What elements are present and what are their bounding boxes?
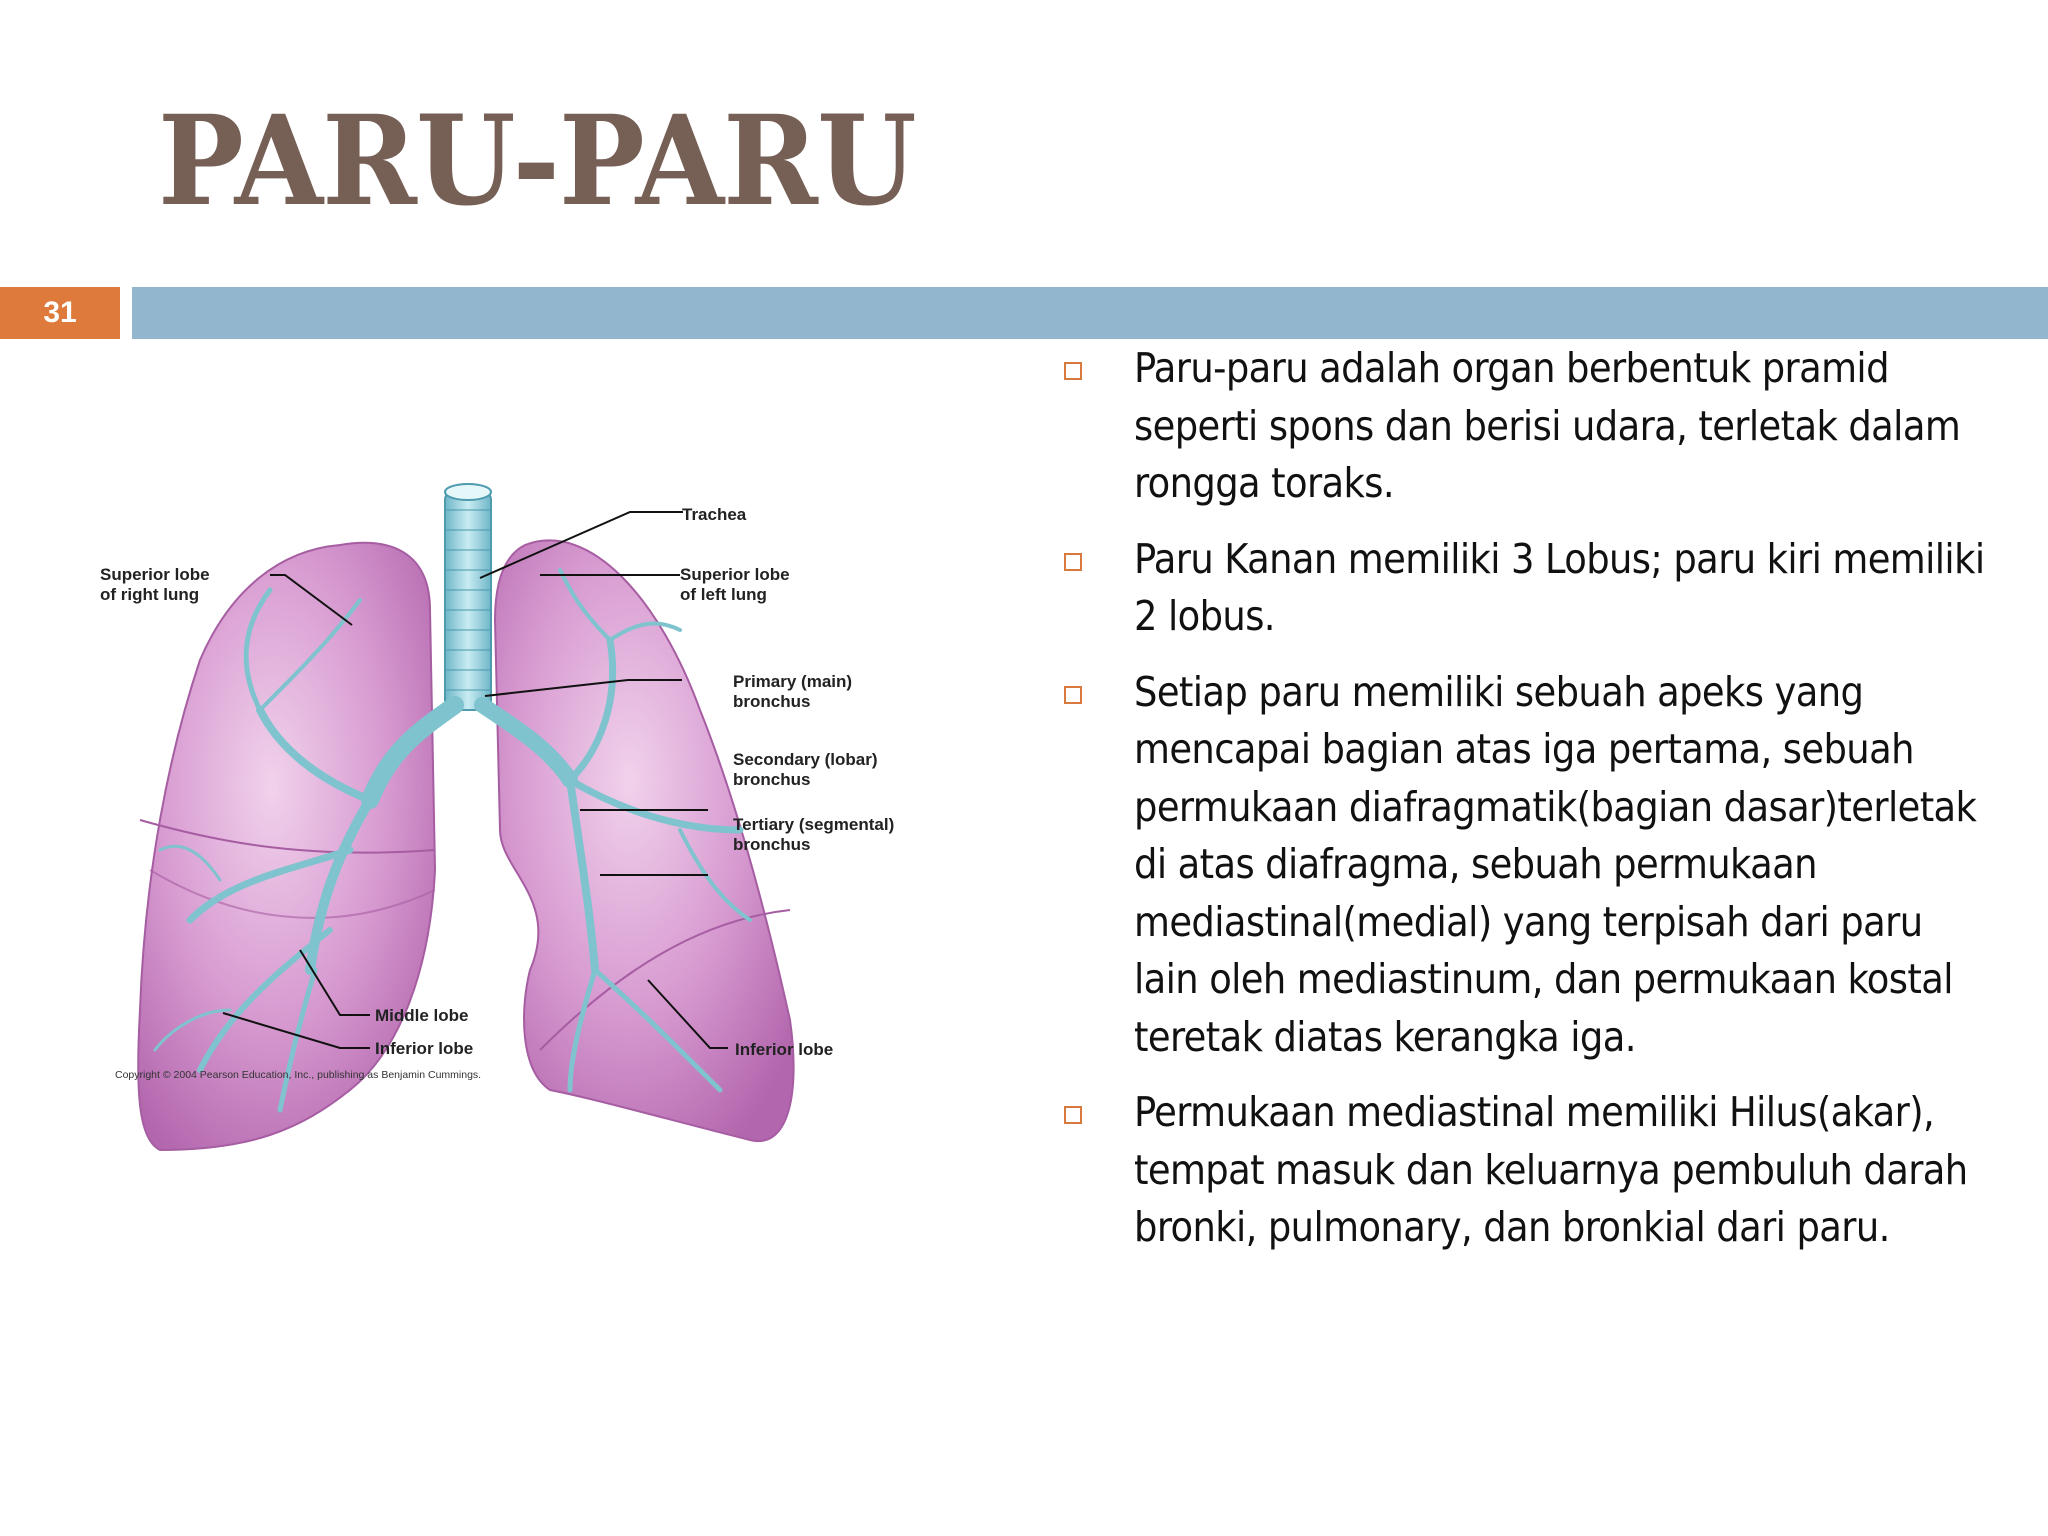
label-secondary-1: Secondary (lobar) bbox=[733, 750, 878, 769]
bullet-item bbox=[1060, 531, 1990, 646]
label-inferior-left: Inferior lobe bbox=[735, 1040, 834, 1059]
label-inferior-right: Inferior lobe bbox=[375, 1039, 474, 1058]
bullet-text: Paru-paru adalah organ berbentuk pramid seperti spons dan berisi udara, terletak dalam rongga toraks. bbox=[1134, 344, 1961, 507]
figure-copyright: Copyright © 2004 Pearson Education, Inc., publishing as Benjamin Cummings. bbox=[115, 1069, 482, 1081]
bullet-list bbox=[1060, 340, 1990, 1275]
bullet-item bbox=[1060, 340, 1990, 513]
label-superior-left-2: of left lung bbox=[680, 585, 767, 604]
square-bullet-icon bbox=[1064, 1106, 1082, 1124]
label-superior-left-1: Superior lobe bbox=[680, 565, 790, 584]
square-bullet-icon bbox=[1064, 362, 1082, 380]
header-bar bbox=[132, 287, 2048, 339]
square-bullet-icon bbox=[1064, 686, 1082, 704]
label-superior-right-1: Superior lobe bbox=[100, 565, 210, 584]
label-middle-lobe: Middle lobe bbox=[375, 1006, 469, 1025]
trachea bbox=[445, 490, 491, 710]
bullet-item bbox=[1060, 664, 1990, 1067]
slide-title: PARU-PARU bbox=[158, 89, 916, 234]
label-primary-2: bronchus bbox=[733, 692, 811, 711]
label-trachea: Trachea bbox=[682, 505, 747, 524]
label-tertiary-2: bronchus bbox=[733, 835, 811, 854]
bullet-text: Setiap paru memiliki sebuah apeks yang mencapai bagian atas iga pertama, sebuah permukaan diafragmatik(bagian dasar)terletak di atas diafragma, sebuah permukaan mediastinal(medial) yang terpisah dari paru lain oleh mediastinum, dan permukaan kostal teretak diatas kerangka iga. bbox=[1134, 667, 1977, 1061]
label-tertiary-1: Tertiary (segmental) bbox=[733, 815, 895, 834]
square-bullet-icon bbox=[1064, 553, 1082, 571]
label-superior-right-2: of right lung bbox=[100, 585, 200, 604]
label-secondary-2: bronchus bbox=[733, 770, 811, 789]
lung-diagram bbox=[100, 450, 1040, 1220]
bullet-text: Paru Kanan memiliki 3 Lobus; paru kiri memiliki 2 lobus. bbox=[1134, 534, 1985, 640]
lung-illustration bbox=[100, 450, 1040, 1220]
slide-number: 31 bbox=[0, 287, 120, 339]
bullet-text: Permukaan mediastinal memiliki Hilus(akar), tempat masuk dan keluarnya pembuluh darah bronki, pulmonary, dan bronkial dari paru. bbox=[1134, 1088, 1968, 1251]
bullet-item bbox=[1060, 1084, 1990, 1257]
label-primary-1: Primary (main) bbox=[733, 672, 853, 691]
